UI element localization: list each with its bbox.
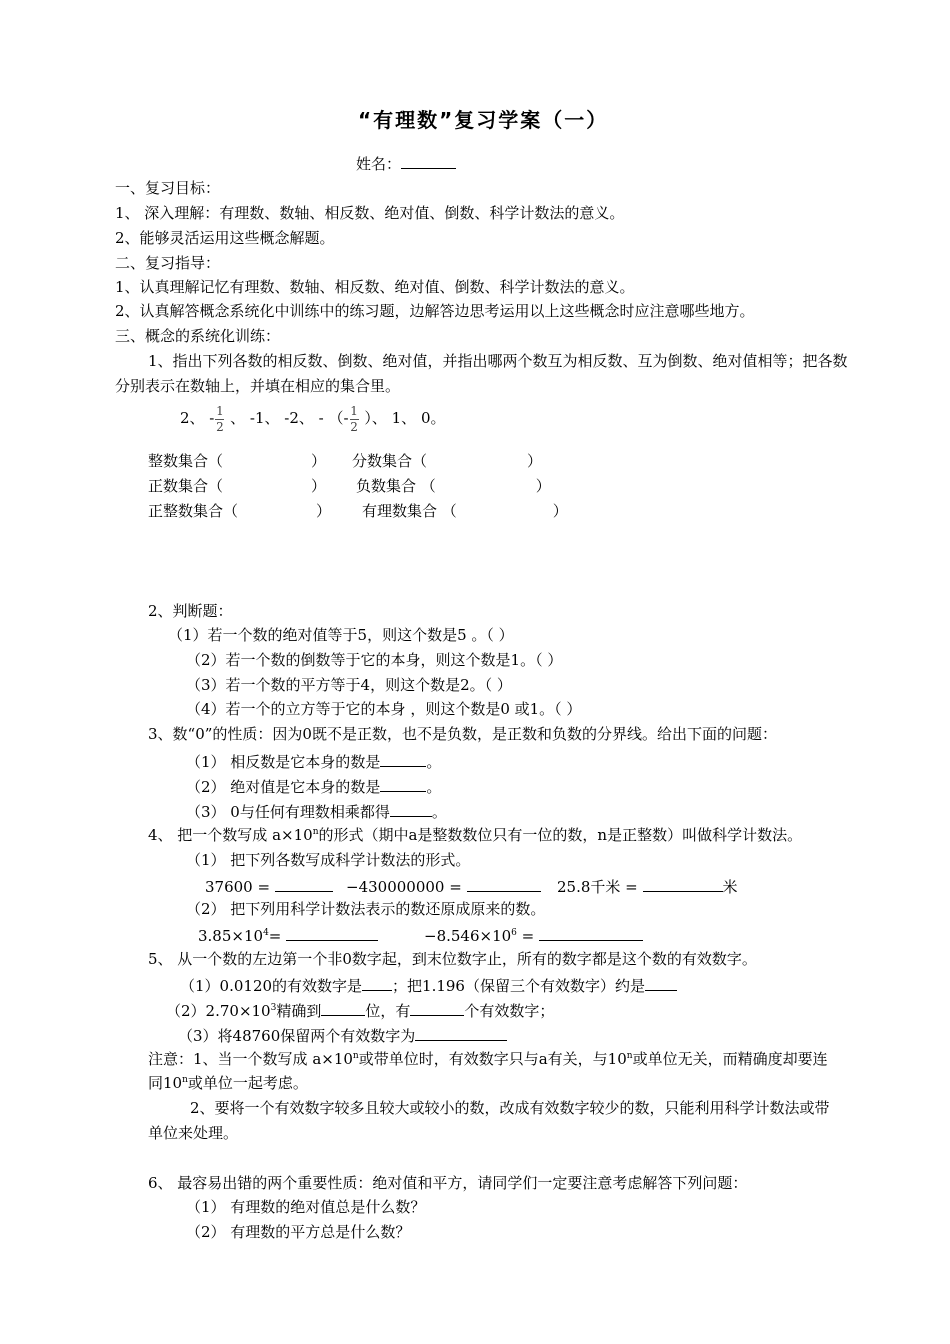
name-field: [356, 152, 456, 174]
fraction-denominator: 2: [350, 420, 358, 434]
expr-8-546: [424, 924, 643, 946]
answer-blank: [539, 924, 643, 941]
number-list-part-3: ）、 1、 0。: [359, 409, 446, 427]
expr-8-546-post: =: [516, 927, 535, 945]
note-1-line-1: [148, 1049, 828, 1069]
question-2-item-2: （2）若一个数的倒数等于它的本身，则这个数是1。（ ）: [186, 651, 563, 669]
set-positive-integer-label: 正整数集合（: [148, 502, 239, 520]
q5-item-2-mid2: 位，有: [365, 1002, 411, 1020]
set-close: ）: [527, 452, 543, 470]
q4-heading-post: 的形式（期中a是整数数位只有一位的数，n是正整数）叫做科学计数法。: [318, 826, 803, 844]
section-2-heading: 二、复习指导：: [115, 254, 221, 272]
set-close: ）: [311, 477, 327, 495]
set-close: ）: [316, 502, 332, 520]
q5-item-1-pre: （1）0.0120的有效数字是: [180, 977, 363, 995]
question-1-line-1: 1、指出下列各数的相反数、倒数、绝对值，并指出哪两个数互为相反数、互为倒数、绝对值相等；把各数: [148, 352, 848, 370]
number-list-part-2: 、 -1、 -2、 - （-: [225, 409, 349, 427]
expr-37600-text: 37600 =: [205, 878, 271, 896]
question-4-item-2: （2） 把下列用科学计数法表示的数还原成原来的数。: [186, 900, 546, 918]
answer-blank: [467, 875, 541, 892]
fraction-denominator: 2: [216, 420, 224, 434]
set-rational-label: 有理数集合 （: [362, 502, 457, 520]
question-3-heading: 3、数“0”的性质：因为0既不是正数，也不是负数，是正数和负数的分界线。给出下面的问题：: [148, 725, 777, 743]
section-1-item-2: 2、能够灵活运用这些概念解题。: [115, 229, 335, 247]
set-integer: [148, 451, 326, 471]
number-list-part-1: 2、 -: [180, 409, 215, 427]
question-4-heading: [148, 825, 802, 845]
exponent: n: [312, 827, 319, 837]
name-label: 姓名：: [356, 155, 402, 173]
period: 。: [431, 803, 447, 821]
expr-430000000: [346, 875, 541, 897]
question-3-item-1-text: （1） 相反数是它本身的数是: [186, 753, 381, 771]
answer-blank: [362, 974, 392, 991]
fraction-one-half: [350, 404, 359, 434]
question-3-item-3: [186, 800, 447, 822]
note-1-post: 或单位无关，而精确度却要连: [632, 1050, 828, 1068]
set-positive-label: 正数集合（: [148, 477, 224, 495]
set-negative-label: 负数集合 （: [356, 477, 436, 495]
note-2-line-1: 2、要将一个有效数字较多且较大或较小的数，改成有效数字较少的数，只能利用科学计数法或带: [190, 1099, 830, 1117]
question-4-item-1: （1） 把下列各数写成科学计数法的形式。: [186, 851, 471, 869]
set-fraction-label: 分数集合（: [352, 452, 428, 470]
q5-item-2-mid1: 精确到: [276, 1002, 322, 1020]
note-1b-post: 或单位一起考虑。: [187, 1074, 308, 1092]
note-1-line-2: [148, 1073, 308, 1093]
note-2-line-2: 单位来处理。: [148, 1124, 239, 1142]
exponent: 3: [270, 1003, 277, 1013]
expr-430000000-text: −430000000 =: [346, 878, 462, 896]
exponent: 6: [511, 928, 517, 938]
answer-blank: [380, 775, 426, 792]
number-list: [180, 403, 446, 434]
note-1-mid: 或带单位时，有效数字只与a有关，与10: [358, 1050, 627, 1068]
answer-blank: [415, 1024, 507, 1041]
q5-item-2-post: 个有效数字；: [464, 1002, 555, 1020]
question-3-item-3-text: （3） 0与任何有理数相乘都得: [186, 803, 390, 821]
expr-km-text: 25.8千米 =: [557, 878, 638, 896]
name-blank: [401, 152, 456, 169]
question-5-item-3: [178, 1024, 507, 1046]
section-3-heading: 三、概念的系统化训练：: [115, 327, 281, 345]
set-negative: [356, 476, 551, 496]
question-5-item-2: [166, 999, 554, 1021]
section-1-heading: 一、复习目标：: [115, 179, 221, 197]
question-5-item-1: [180, 974, 677, 996]
set-positive-integer: [148, 501, 331, 521]
answer-blank: [275, 875, 333, 892]
fraction-numerator: 1: [350, 404, 358, 418]
expr-8-546-pre: −8.546×10: [424, 927, 512, 945]
section-2-item-1: 1、认真理解记忆有理数、数轴、相反数、绝对值、倒数、科学计数法的意义。: [115, 278, 635, 296]
set-close: ）: [552, 502, 568, 520]
expr-3-85-post: =: [268, 927, 282, 945]
set-integer-label: 整数集合（: [148, 452, 224, 470]
question-5-heading: 5、 从一个数的左边第一个非0数字起，到末位数字止，所有的数字都是这个数的有效数字。: [148, 950, 757, 968]
set-rational: [362, 501, 568, 521]
answer-blank: [645, 974, 677, 991]
period: 。: [426, 753, 442, 771]
unit-meter: 米: [722, 878, 738, 896]
page-title: “有理数”复习学案（一）: [358, 108, 609, 132]
question-2-heading: 2、判断题：: [148, 602, 233, 620]
note-1-pre: 注意：1、当一个数写成 a×10: [148, 1050, 353, 1068]
question-3-item-2-text: （2） 绝对值是它本身的数是: [186, 778, 381, 796]
set-positive: [148, 476, 326, 496]
exponent: n: [182, 1075, 188, 1085]
exponent: n: [626, 1051, 633, 1061]
q5-item-2-pre: （2）2.70×10: [166, 1002, 271, 1020]
section-1-item-1: 1、 深入理解：有理数、数轴、相反数、绝对值、倒数、科学计数法的意义。: [115, 204, 625, 222]
question-2-item-1: （1）若一个数的绝对值等于5，则这个数是5 。（ ）: [168, 626, 514, 644]
question-6-heading: 6、 最容易出错的两个重要性质：绝对值和平方，请同学们一定要注意考虑解答下列问题：: [148, 1174, 748, 1192]
answer-blank: [410, 999, 464, 1016]
note-1b-pre: 同10: [148, 1074, 183, 1092]
question-1-line-2: 分别表示在数轴上，并填在相应的集合里。: [115, 377, 401, 395]
set-close: ）: [311, 452, 327, 470]
question-6-item-1: （1） 有理数的绝对值总是什么数？: [186, 1198, 426, 1216]
expr-km: [557, 875, 738, 897]
question-3-item-1: [186, 750, 441, 772]
expr-3-85-pre: 3.85×10: [198, 927, 264, 945]
answer-blank: [321, 999, 365, 1016]
question-3-item-2: [186, 775, 441, 797]
exponent: n: [352, 1051, 359, 1061]
q5-item-3-pre: （3）将48760保留两个有效数字为: [178, 1027, 416, 1045]
question-2-item-4: （4）若一个的立方等于它的本身 ，则这个数是0 或1。（ ）: [186, 700, 582, 718]
answer-blank: [643, 875, 723, 892]
answer-blank: [390, 800, 432, 817]
fraction-numerator: 1: [216, 404, 224, 418]
set-fraction: [352, 451, 542, 471]
fraction-one-half: [215, 404, 224, 434]
question-2-item-3: （3）若一个数的平方等于4，则这个数是2。（ ）: [186, 676, 512, 694]
exponent: 4: [263, 928, 269, 938]
question-6-item-2: （2） 有理数的平方总是什么数？: [186, 1223, 411, 1241]
answer-blank: [286, 924, 378, 941]
expr-3-85: [198, 924, 378, 946]
section-2-item-2: 2、认真解答概念系统化中训练中的练习题，边解答边思考运用以上这些概念时应注意哪些地方。: [115, 302, 755, 320]
answer-blank: [380, 750, 426, 767]
set-close: ）: [535, 477, 551, 495]
q5-item-1-mid: ；把1.196（保留三个有效数字）约是: [392, 977, 645, 995]
period: 。: [426, 778, 442, 796]
expr-37600: [205, 875, 333, 897]
q4-heading-pre: 4、 把一个数写成 a×10: [148, 826, 313, 844]
